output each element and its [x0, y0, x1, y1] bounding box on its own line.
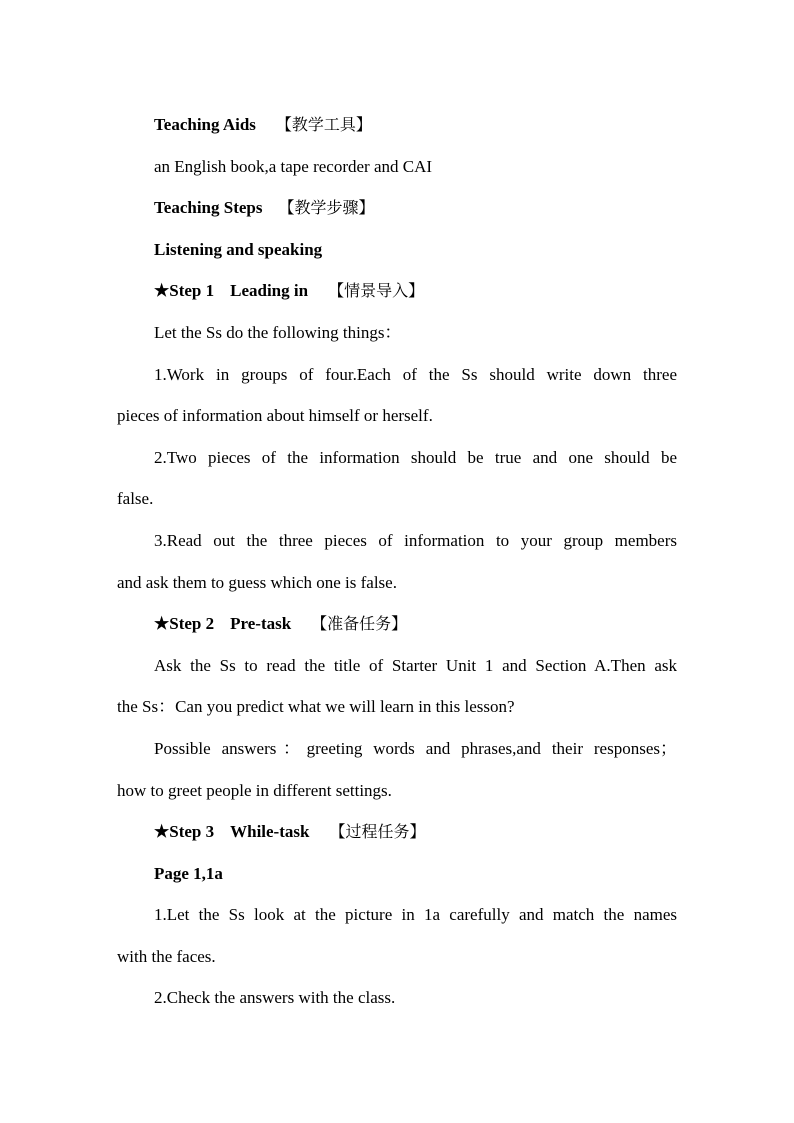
- step1-item1-line2: pieces of information about himself or herself.: [117, 406, 433, 426]
- step2-number: ★Step 2: [154, 614, 215, 634]
- step3-item1-line2: with the faces.: [117, 946, 216, 966]
- teaching-aids-label: Teaching Aids: [154, 115, 256, 134]
- teaching-steps-label-cn: 【教学步骤】: [278, 198, 375, 218]
- step3-item1-line1: 1.Let the Ss look at the picture in 1a carefully and match the names: [154, 905, 677, 925]
- teaching-aids-text: an English book,a tape recorder and CAI: [154, 156, 433, 176]
- step3-heading: [117, 811, 677, 853]
- section-heading: Listening and speaking: [154, 239, 323, 259]
- step2-title-cn: 【准备任务】: [311, 614, 408, 634]
- teaching-steps-heading: [117, 187, 677, 229]
- step1-item3-line2: and ask them to guess which one is false.: [117, 572, 397, 592]
- step1-item2-line2: false.: [117, 489, 154, 509]
- teaching-steps-label: Teaching Steps: [154, 198, 263, 218]
- teaching-aids-heading: [117, 104, 677, 146]
- step3-item2: 2.Check the answers with the class.: [154, 988, 396, 1008]
- step1-item2-line1: 2.Two pieces of the information should be true and one should be: [154, 447, 677, 467]
- step2-para1-line2: the Ss：Can you predict what we will learn in this lesson?: [117, 697, 515, 717]
- step2-para2-line2: how to greet people in different settings.: [117, 780, 392, 800]
- step2-title: Pre-task: [230, 614, 292, 634]
- step3-title: While-task: [230, 822, 310, 842]
- step1-number: ★Step 1: [154, 281, 215, 301]
- step1-item1-line1: 1.Work in groups of four.Each of the Ss should write down three: [154, 364, 677, 384]
- step3-title-cn: 【过程任务】: [329, 822, 426, 842]
- document-body: [117, 104, 677, 1019]
- step3-page-ref: Page 1,1a: [154, 863, 223, 883]
- step2-para1-line1: Ask the Ss to read the title of Starter Unit 1 and Section A.Then ask: [154, 655, 677, 675]
- step1-intro: Let the Ss do the following things：: [154, 322, 402, 342]
- step1-title-cn: 【情景导入】: [328, 281, 425, 301]
- step3-number: ★Step 3: [154, 822, 215, 842]
- step1-heading: [117, 270, 677, 312]
- step2-para2-line1: Possible answers：greeting words and phrases,and their responses；: [154, 738, 677, 758]
- step1-title: Leading in: [230, 281, 309, 301]
- step1-item3-line1: 3.Read out the three pieces of information to your group members: [154, 530, 677, 550]
- teaching-aids-label-cn: 【教学工具】: [275, 115, 372, 134]
- step2-heading: [117, 603, 677, 645]
